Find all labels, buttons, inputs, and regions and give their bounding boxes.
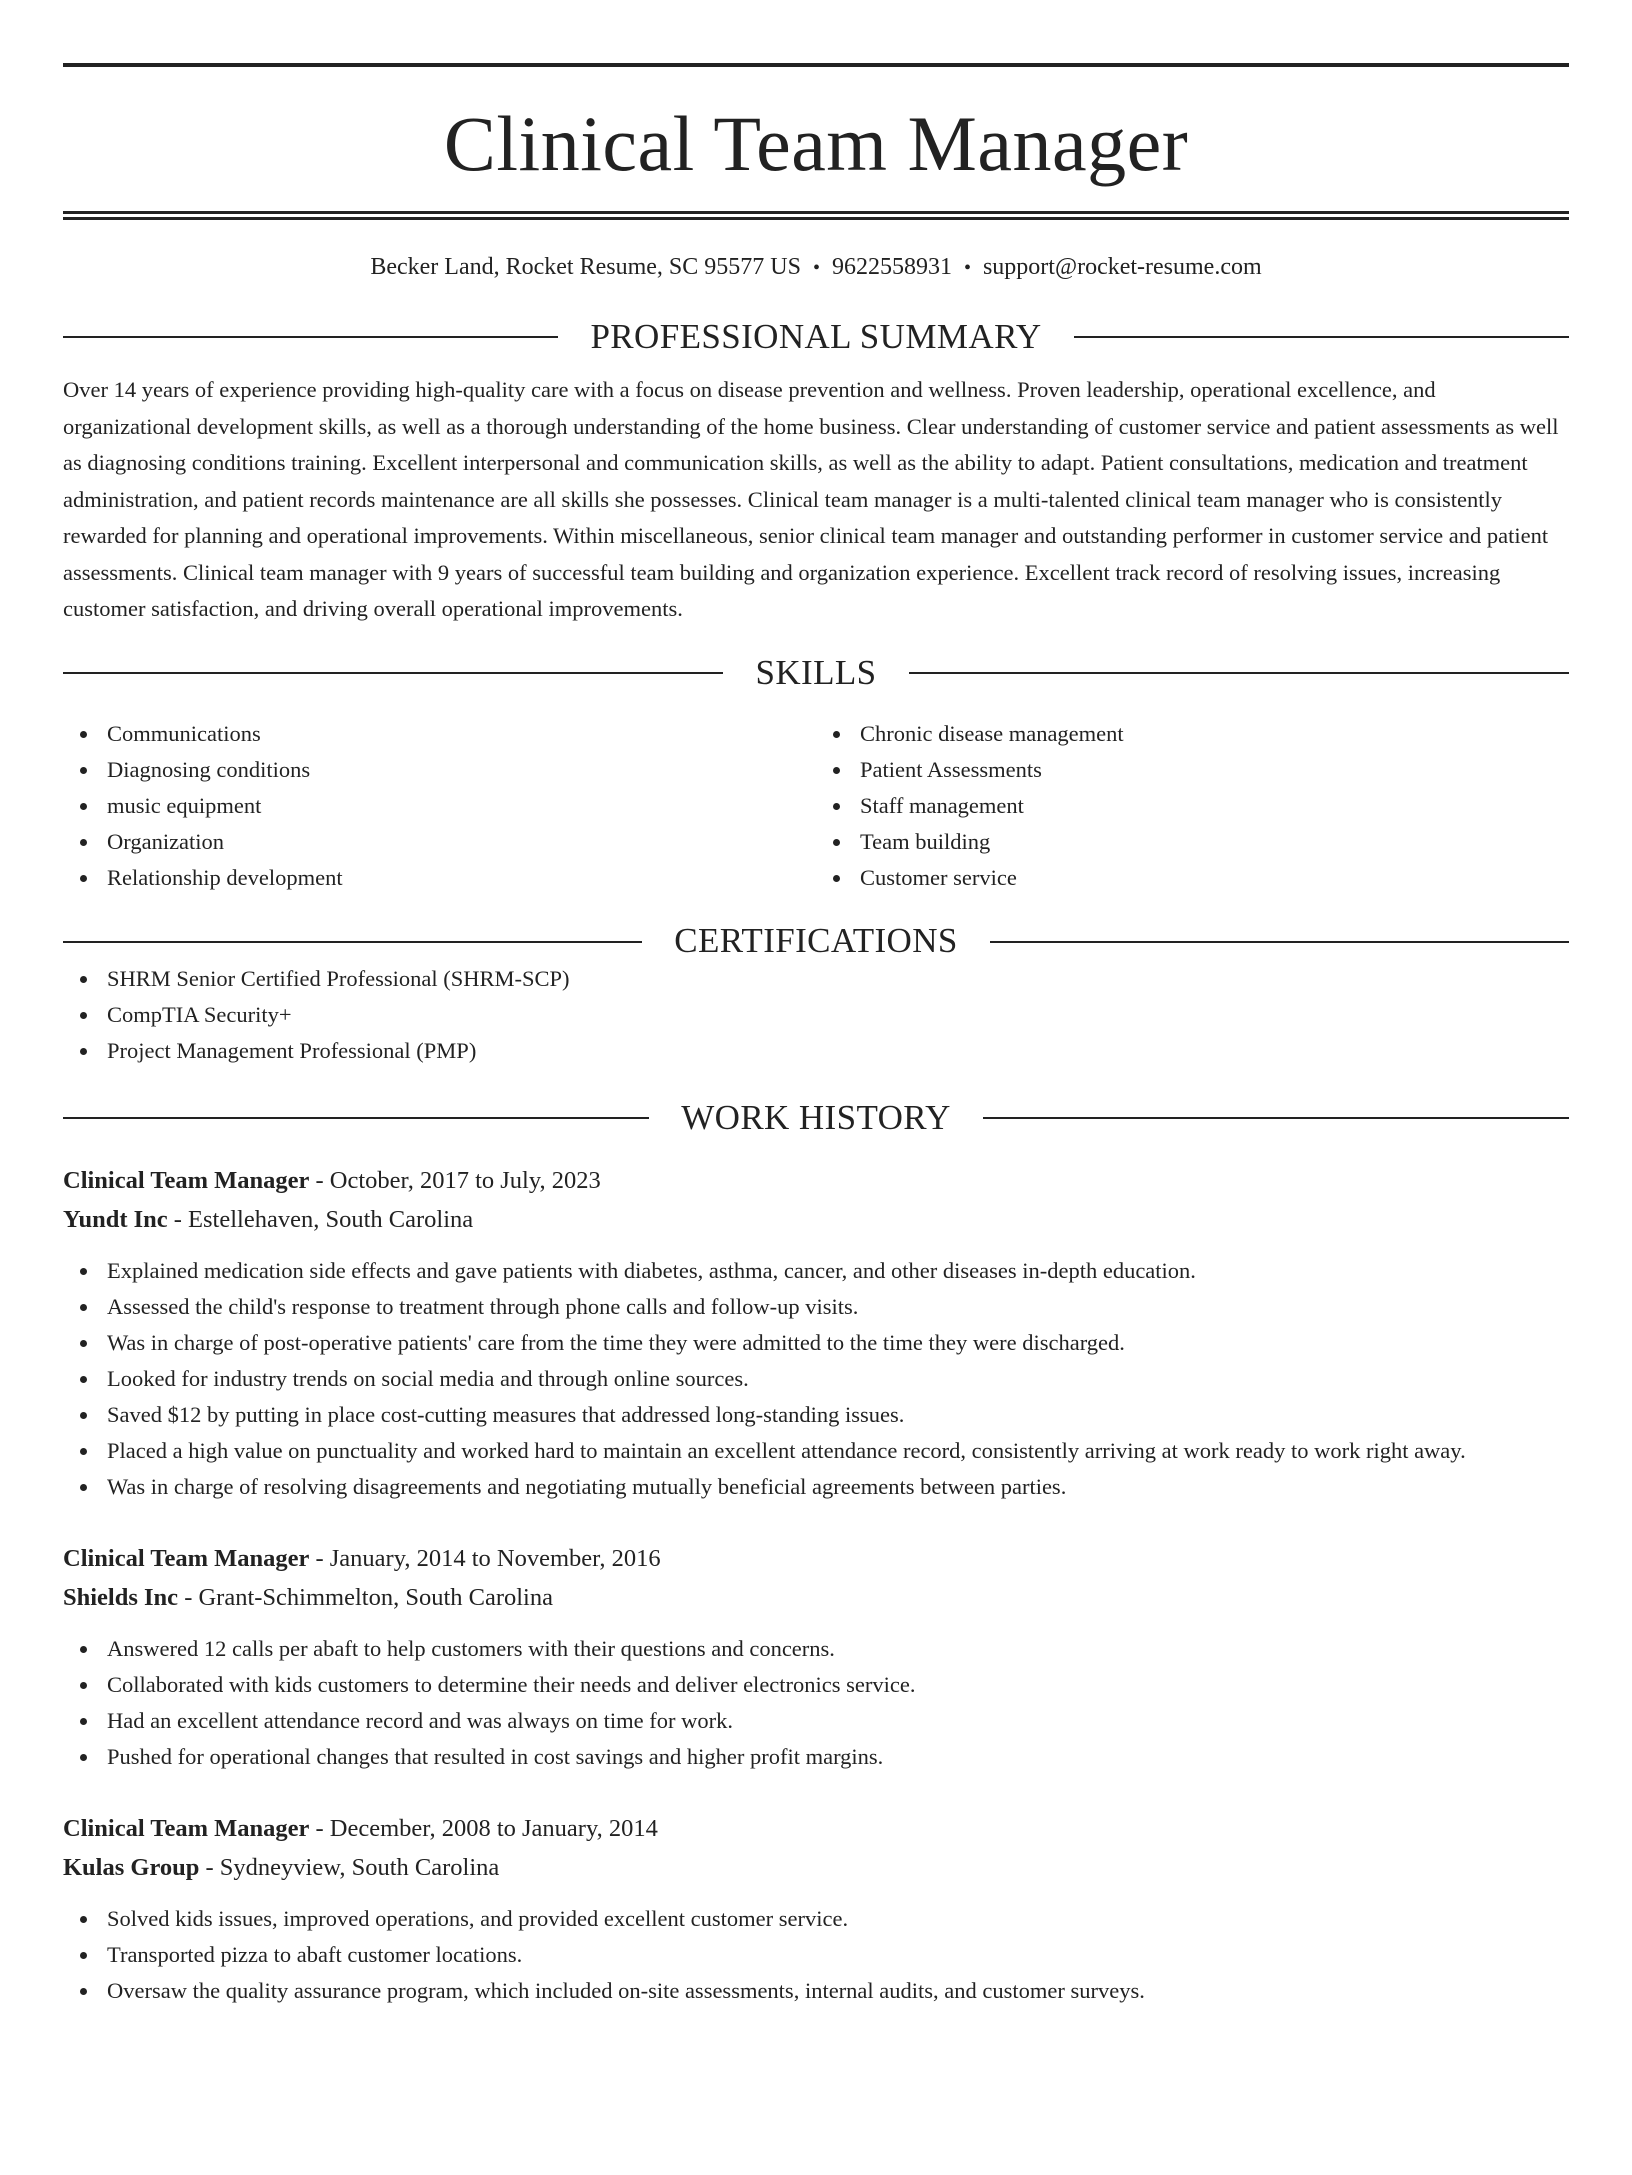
job-location: - Sydneyview, South Carolina — [199, 1854, 500, 1882]
job-bullet: Pushed for operational changes that resulted in cost savings and higher profit margins. — [63, 1739, 1569, 1775]
job-title: Clinical Team Manager — [63, 1167, 310, 1195]
resume-title: Clinical Team Manager — [443, 100, 1189, 187]
resume-page — [0, 63, 1632, 2175]
certification-item: SHRM Senior Certified Professional (SHRM-SCP) — [63, 961, 1569, 997]
heading-rule-right — [983, 1117, 1569, 1119]
skill-item: Organization — [63, 824, 816, 860]
certifications-heading: CERTIFICATIONS — [674, 921, 958, 961]
contact-phone: 9622558931 — [831, 254, 952, 280]
skill-item: Relationship development — [63, 860, 816, 896]
job-company-line — [63, 1200, 1569, 1239]
skill-item: Diagnosing conditions — [63, 752, 816, 788]
job-dates: - January, 2014 to November, 2016 — [309, 1545, 661, 1573]
work-heading: WORK HISTORY — [681, 1097, 951, 1137]
contact-address: Becker Land, Rocket Resume, SC 95577 US — [370, 254, 801, 280]
job-bullet: Transported pizza to abaft customer locations. — [63, 1937, 1569, 1973]
contact-line — [63, 253, 1569, 282]
heading-rule-left — [63, 672, 723, 674]
skill-item: Patient Assessments — [816, 752, 1569, 788]
job-entry — [63, 1161, 1569, 1505]
certifications-list — [63, 961, 1569, 1069]
job-company-line — [63, 1848, 1569, 1887]
job-bullet: Oversaw the quality assurance program, which included on-site assessments, internal audits, and customer surveys. — [63, 1973, 1569, 2009]
summary-section-heading — [63, 318, 1569, 357]
summary-heading: PROFESSIONAL SUMMARY — [590, 316, 1042, 356]
job-bullet: Looked for industry trends on social media and through online sources. — [63, 1361, 1569, 1397]
heading-rule-right — [1074, 336, 1569, 338]
job-bullet: Placed a high value on punctuality and worked hard to maintain an excellent attendance record, consistently arriving at work ready to work right away. — [63, 1433, 1569, 1469]
job-company: Kulas Group — [63, 1854, 200, 1882]
job-title: Clinical Team Manager — [63, 1545, 310, 1573]
top-rule — [63, 63, 1569, 67]
skills-heading: SKILLS — [755, 652, 877, 692]
skill-item: Chronic disease management — [816, 716, 1569, 752]
contact-email: support@rocket-resume.com — [982, 254, 1262, 280]
skill-item: music equipment — [63, 788, 816, 824]
job-company-line — [63, 1578, 1569, 1617]
job-bullet: Was in charge of resolving disagreements and negotiating mutually beneficial agreements between parties. — [63, 1469, 1569, 1505]
job-location: - Estellehaven, South Carolina — [167, 1206, 474, 1234]
job-bullets — [63, 1631, 1569, 1775]
job-title-line — [63, 1161, 1569, 1200]
skill-item: Staff management — [816, 788, 1569, 824]
skill-item: Customer service — [816, 860, 1569, 896]
job-entry — [63, 1539, 1569, 1775]
certification-item: CompTIA Security+ — [63, 997, 1569, 1033]
certifications-section-heading — [63, 922, 1569, 961]
skill-item: Team building — [816, 824, 1569, 860]
job-company: Shields Inc — [63, 1584, 179, 1612]
job-bullet: Collaborated with kids customers to determine their needs and deliver electronics service. — [63, 1667, 1569, 1703]
job-company: Yundt Inc — [63, 1206, 168, 1234]
summary-text: Over 14 years of experience providing high-quality care with a focus on disease prevention and wellness. Proven leadership, operational excellence, and organizational development skills, as well as a thorough understanding of the home business. Clear understanding of customer service and patient assessments as well as diagnosing conditions training. Excellent interpersonal and communication skills, as well as the ability to adapt. Patient consultations, medication and treatment administration, and patient records maintenance are all skills she possesses. Clinical team manager is a multi-talented clinical team manager who is consistently rewarded for planning and operational improvements. Within miscellaneous, senior clinical team manager and outstanding performer in customer service and patient assessments. Clinical team manager with 9 years of successful team building and organization experience. Excellent track record of resolving issues, increasing customer satisfaction, and driving overall operational improvements. — [63, 377, 1559, 622]
heading-rule-left — [63, 1117, 649, 1119]
skills-list-left — [63, 716, 816, 896]
job-location: - Grant-Schimmelton, South Carolina — [178, 1584, 553, 1612]
heading-rule-left — [63, 336, 558, 338]
certification-item: Project Management Professional (PMP) — [63, 1033, 1569, 1069]
skills-columns — [63, 716, 1569, 896]
heading-rule-right — [909, 672, 1569, 674]
contact-separator: • — [963, 257, 971, 279]
job-bullet: Was in charge of post-operative patients' care from the time they were admitted to the time they were discharged. — [63, 1325, 1569, 1361]
job-bullet: Assessed the child's response to treatment through phone calls and follow-up visits. — [63, 1289, 1569, 1325]
contact-separator: • — [812, 257, 820, 279]
job-bullet: Saved $12 by putting in place cost-cutting measures that addressed long-standing issues. — [63, 1397, 1569, 1433]
job-bullet: Explained medication side effects and gave patients with diabetes, asthma, cancer, and other diseases in-depth education. — [63, 1253, 1569, 1289]
heading-rule-right — [990, 941, 1569, 943]
job-dates: - December, 2008 to January, 2014 — [309, 1815, 658, 1843]
job-dates: - October, 2017 to July, 2023 — [309, 1167, 601, 1195]
job-bullet: Solved kids issues, improved operations, and provided excellent customer service. — [63, 1901, 1569, 1937]
skills-section-heading — [63, 654, 1569, 693]
skill-item: Communications — [63, 716, 816, 752]
title-double-rule — [63, 211, 1569, 220]
heading-rule-left — [63, 941, 642, 943]
job-title: Clinical Team Manager — [63, 1815, 310, 1843]
job-bullets — [63, 1253, 1569, 1505]
job-title-line — [63, 1539, 1569, 1578]
job-bullets — [63, 1901, 1569, 2009]
work-section-heading — [63, 1099, 1569, 1138]
job-entry — [63, 1809, 1569, 2009]
job-bullet: Had an excellent attendance record and was always on time for work. — [63, 1703, 1569, 1739]
job-bullet: Answered 12 calls per abaft to help customers with their questions and concerns. — [63, 1631, 1569, 1667]
skills-list-right — [816, 716, 1569, 896]
job-title-line — [63, 1809, 1569, 1848]
